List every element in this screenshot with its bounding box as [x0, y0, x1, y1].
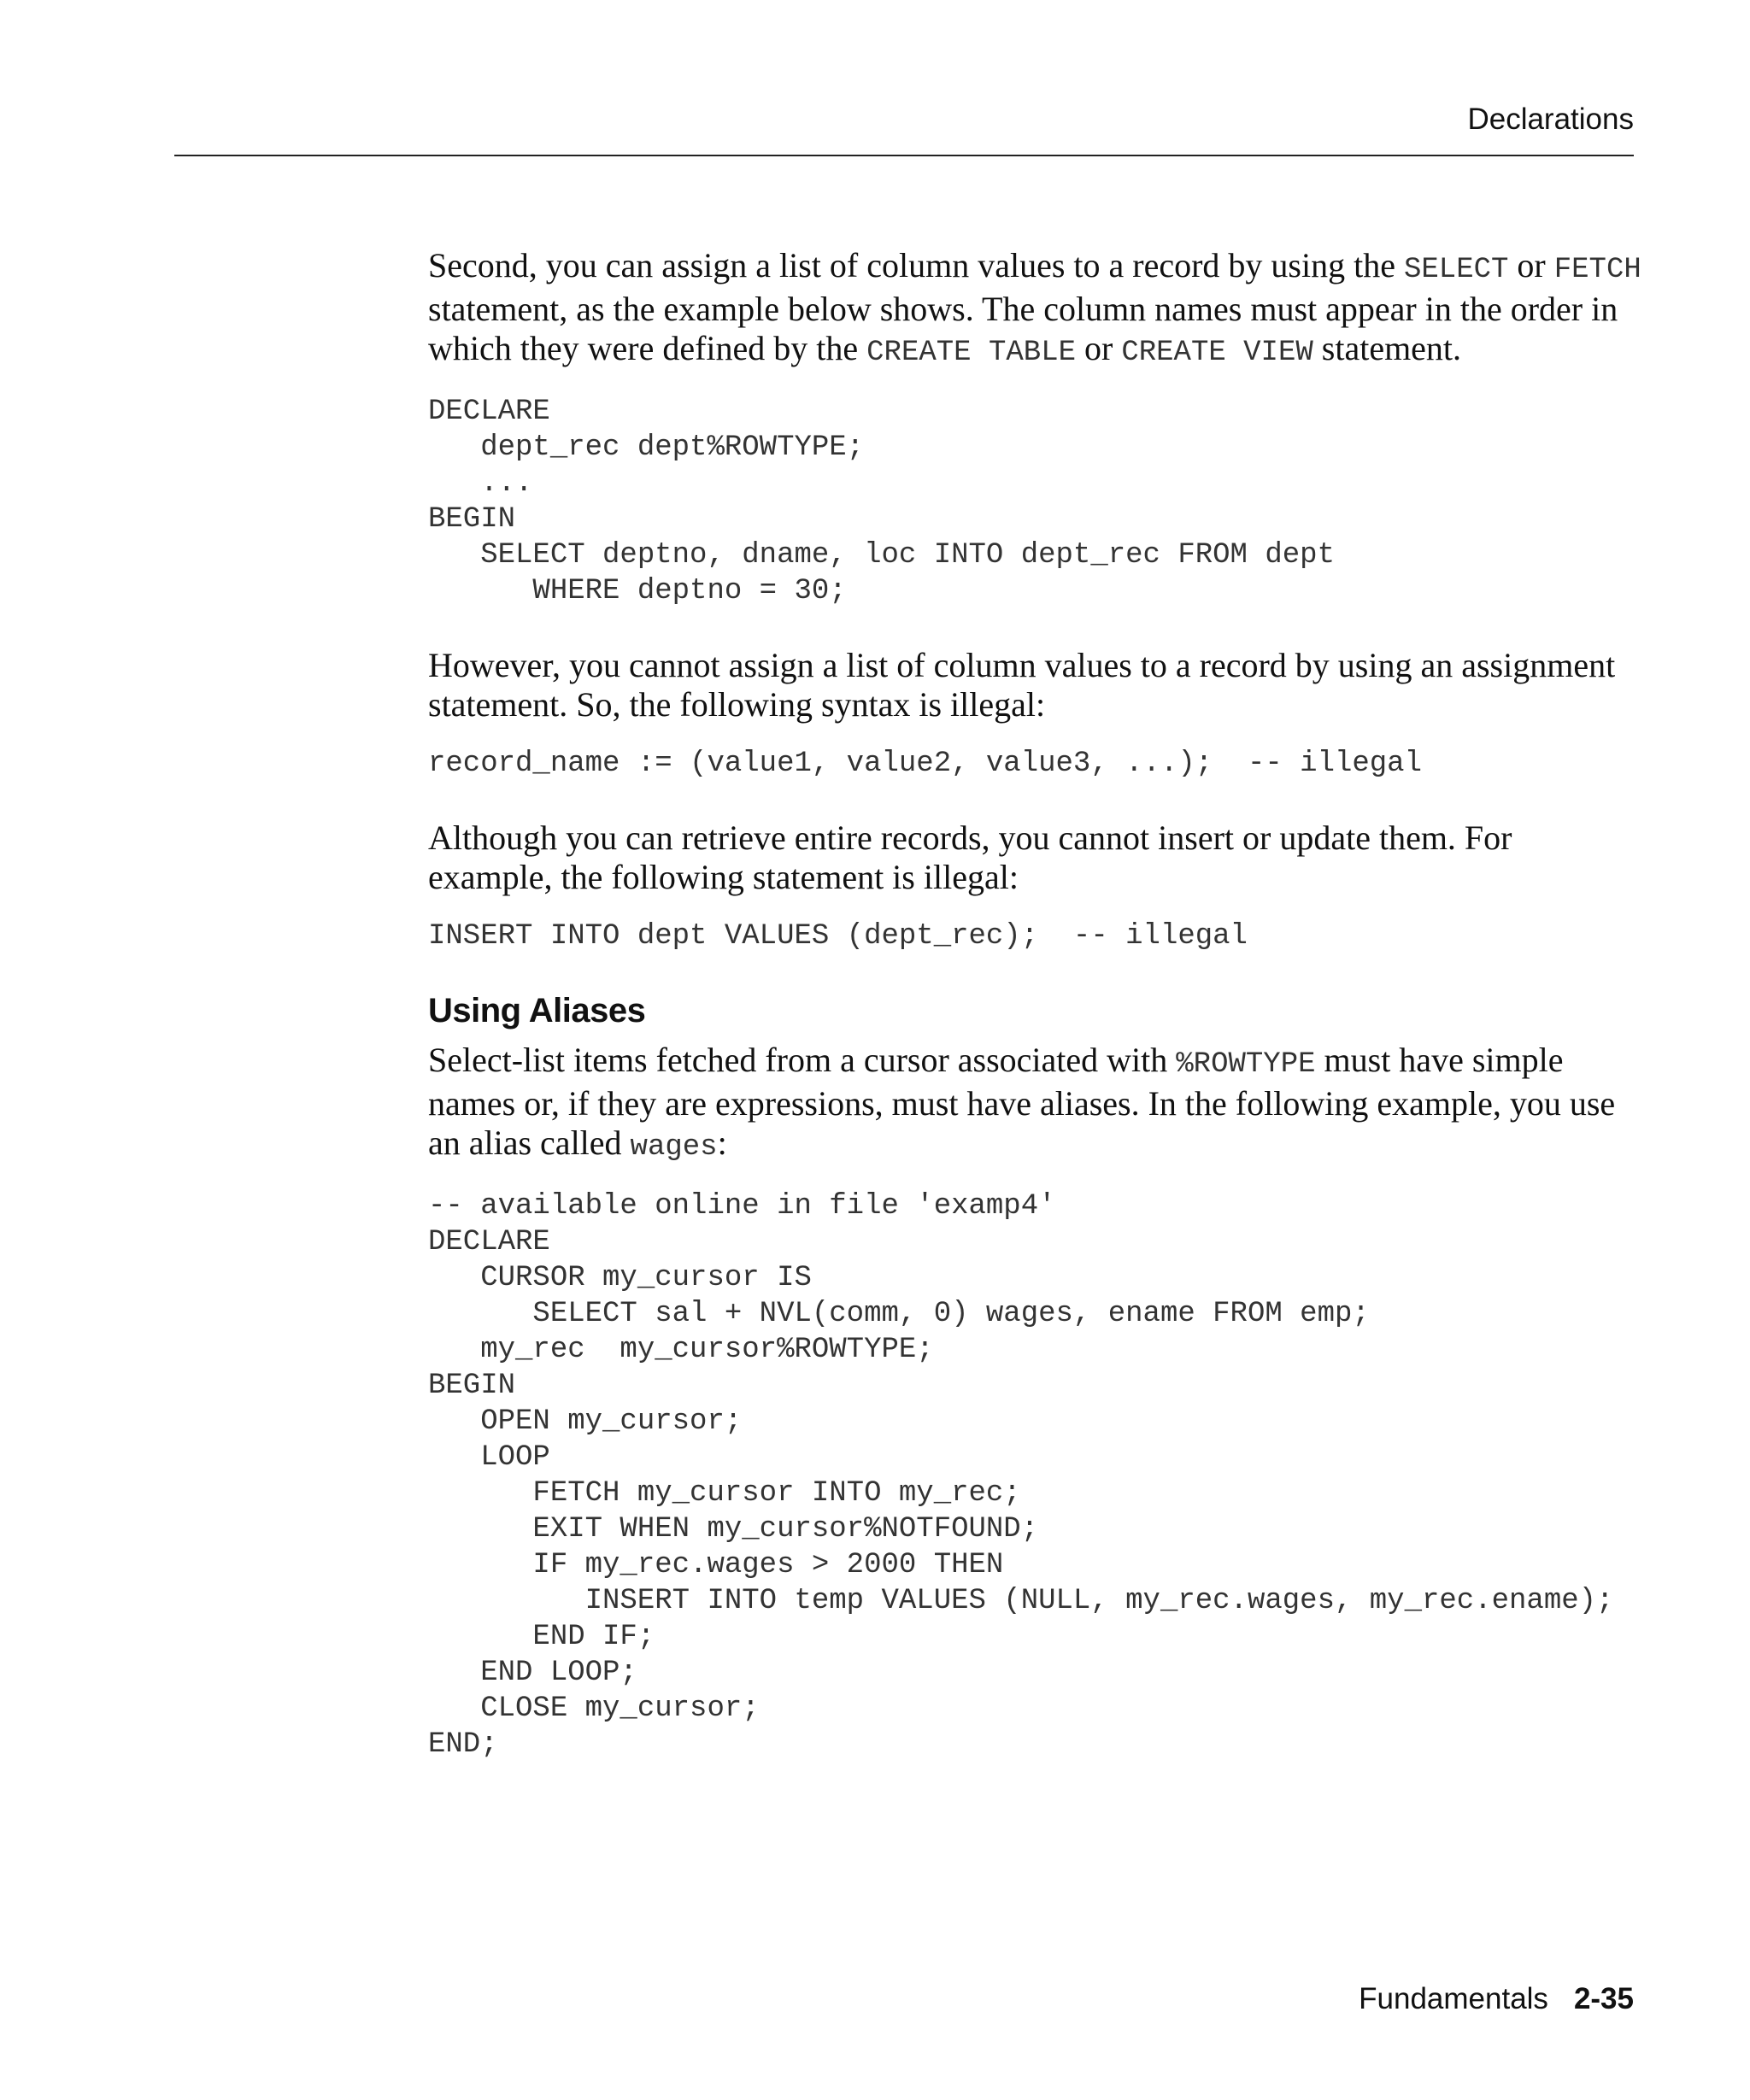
running-header-title: Declarations	[1467, 103, 1634, 136]
para1-text-3: statement, as the example below shows. The column names must appear in the order in which they were defined by the	[428, 290, 1618, 367]
code-example-cursor-alias: -- available online in file 'examp4' DECLARE CURSOR my_cursor IS SELECT sal + NVL(comm, 0) wages, ename FROM emp; my_rec my_cursor%ROWTYPE; BEGIN OPEN my_cursor; LOOP FETCH my_cursor INTO my_rec; EXIT WHEN my_cursor%NOTFOUND; IF my_rec.wages > 2000 THEN INSERT INTO temp VALUES (NULL, my_rec.wages, my_rec.ename); END IF; END LOOP; CLOSE my_cursor; END;	[428, 1190, 1614, 1761]
para1-text-2: or	[1508, 246, 1554, 284]
inline-code-create-view: CREATE VIEW	[1121, 337, 1313, 369]
para4-text-3: :	[717, 1123, 727, 1162]
inline-code-create-table: CREATE TABLE	[866, 337, 1076, 369]
page-body	[428, 246, 1641, 1799]
para4-text-1: Select-list items fetched from a cursor associated with	[428, 1041, 1177, 1079]
para1-text-4: or	[1076, 329, 1122, 367]
footer-chapter: Fundamentals	[1359, 1982, 1548, 2015]
para1-text-1: Second, you can assign a list of column values to a record by using the	[428, 246, 1404, 284]
page-footer	[1359, 1984, 1634, 2014]
paragraph-aliases	[428, 1041, 1641, 1167]
para1-text-5: statement.	[1312, 329, 1462, 367]
inline-code-select: SELECT	[1403, 254, 1509, 286]
inline-code-rowtype: %ROWTYPE	[1176, 1048, 1316, 1081]
section-heading-using-aliases: Using Aliases	[428, 992, 646, 1029]
footer-page-number: 2-35	[1573, 1982, 1634, 2015]
paragraph-assignment-illegal: However, you cannot assign a list of column values to a record by using an assignment statement. So, the following syntax is illegal:	[428, 646, 1616, 724]
inline-code-wages: wages	[630, 1131, 718, 1164]
code-example-illegal-insert: INSERT INTO dept VALUES (dept_rec); -- illegal	[428, 920, 1248, 953]
inline-code-fetch: FETCH	[1553, 254, 1641, 286]
code-example-select-into: DECLARE dept_rec dept%ROWTYPE; ... BEGIN SELECT deptno, dname, loc INTO dept_rec FROM dept WHERE deptno = 30;	[428, 396, 1335, 607]
header-rule	[174, 155, 1634, 156]
paragraph-insert-illegal: Although you can retrieve entire records, you cannot insert or update them. For example, the following statement is illegal:	[428, 818, 1512, 896]
code-example-illegal-assignment: record_name := (value1, value2, value3, ...); -- illegal	[428, 748, 1422, 780]
para4-text-2: must have simple names or, if they are expressions, must have aliases. In the following example, you use an alias called	[428, 1041, 1616, 1162]
paragraph-select-fetch	[428, 246, 1641, 372]
